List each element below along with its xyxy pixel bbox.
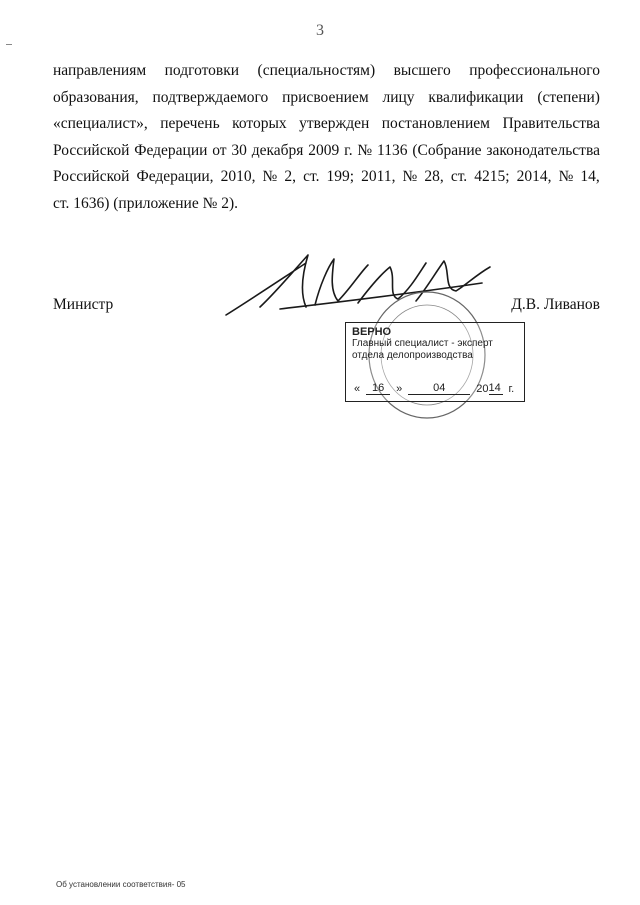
paragraph-word: ст. — [303, 168, 320, 186]
stamp-position: Главный специалист - эксперт — [352, 338, 493, 349]
paragraph-word: 2, — [284, 168, 297, 186]
paragraph-line — [53, 191, 600, 218]
paragraph-word: Российской — [53, 168, 130, 186]
paragraph-word: ст. — [450, 168, 468, 186]
paragraph-word: (степени) — [537, 88, 600, 106]
paragraph-word: Федерации, — [136, 168, 214, 186]
paragraph-word: № — [357, 141, 373, 159]
paragraph-word: образования, — [53, 88, 139, 106]
paragraph-line — [53, 138, 600, 165]
paragraph-word: 14, — [580, 168, 600, 186]
paragraph-word: 2009 — [308, 141, 340, 159]
paragraph-word: 2011, — [361, 168, 396, 186]
paragraph-line — [53, 164, 600, 191]
paragraph-word: 1136 — [377, 141, 408, 159]
paragraph-word: которых — [232, 115, 287, 133]
paragraph-word: Правительства — [502, 115, 600, 133]
paragraph-word: № — [402, 168, 418, 186]
body-paragraph — [53, 58, 600, 218]
margin-mark — [6, 44, 12, 45]
paragraph-word: Федерации — [134, 141, 208, 159]
stamp-verno: ВЕРНО — [352, 326, 392, 338]
paragraph-word: высшего — [393, 62, 451, 79]
paragraph-word: Российской — [53, 141, 130, 159]
paragraph-word: законодательства — [486, 141, 600, 159]
stamp-year-suffix: 14 — [488, 382, 501, 394]
page-number: 3 — [316, 22, 324, 39]
paragraph-line — [53, 58, 600, 85]
certification-stamp — [345, 322, 525, 402]
stamp-day: 16 — [366, 382, 390, 395]
paragraph-line — [53, 85, 600, 112]
paragraph-word: (специальностям) — [257, 62, 376, 79]
paragraph-word: подготовки — [164, 62, 240, 79]
paragraph-word: декабря — [251, 141, 304, 159]
paragraph-word: № — [558, 168, 574, 186]
stamp-date: « 16 » 04 20 14 г. — [354, 382, 515, 395]
paragraph-word: квалификации — [428, 88, 524, 106]
paragraph-word: подтверждаемого — [152, 88, 269, 106]
paragraph-word: № — [262, 168, 278, 186]
paragraph-word: 30 — [231, 141, 247, 159]
signatory-name: Д.В. Ливанов — [511, 296, 600, 313]
paragraph-word: утвержден — [299, 115, 370, 133]
paragraph-word: (Собрание — [412, 141, 482, 159]
paragraph-word: ст. 1636) (приложение № 2). — [53, 194, 239, 212]
stamp-department: отдела делопроизводства — [352, 350, 473, 361]
paragraph-word: направлениям — [53, 62, 147, 79]
footer-note: Об установлении соответствия- 05 — [56, 880, 186, 889]
paragraph-word: лицу — [382, 88, 415, 106]
signatory-title: Министр — [53, 296, 114, 313]
paragraph-word: 2014, — [516, 168, 552, 186]
paragraph-word: г. — [344, 141, 353, 159]
paragraph-word: 2010, — [220, 168, 256, 186]
stamp-month: 04 — [408, 382, 470, 395]
stamp-year-end: г. — [508, 383, 515, 395]
paragraph-word: от — [212, 141, 227, 159]
paragraph-word: 28, — [424, 168, 444, 186]
paragraph-word: 4215; — [474, 168, 510, 186]
paragraph-word: профессионального — [469, 62, 600, 79]
paragraph-word: перечень — [160, 115, 220, 133]
stamp-year-prefix: 20 — [476, 383, 489, 395]
paragraph-line — [53, 111, 600, 138]
paragraph-word: постановлением — [381, 115, 490, 133]
paragraph-word: присвоением — [282, 88, 369, 106]
paragraph-word: «специалист», — [53, 115, 148, 133]
paragraph-word: 199; — [326, 168, 355, 186]
